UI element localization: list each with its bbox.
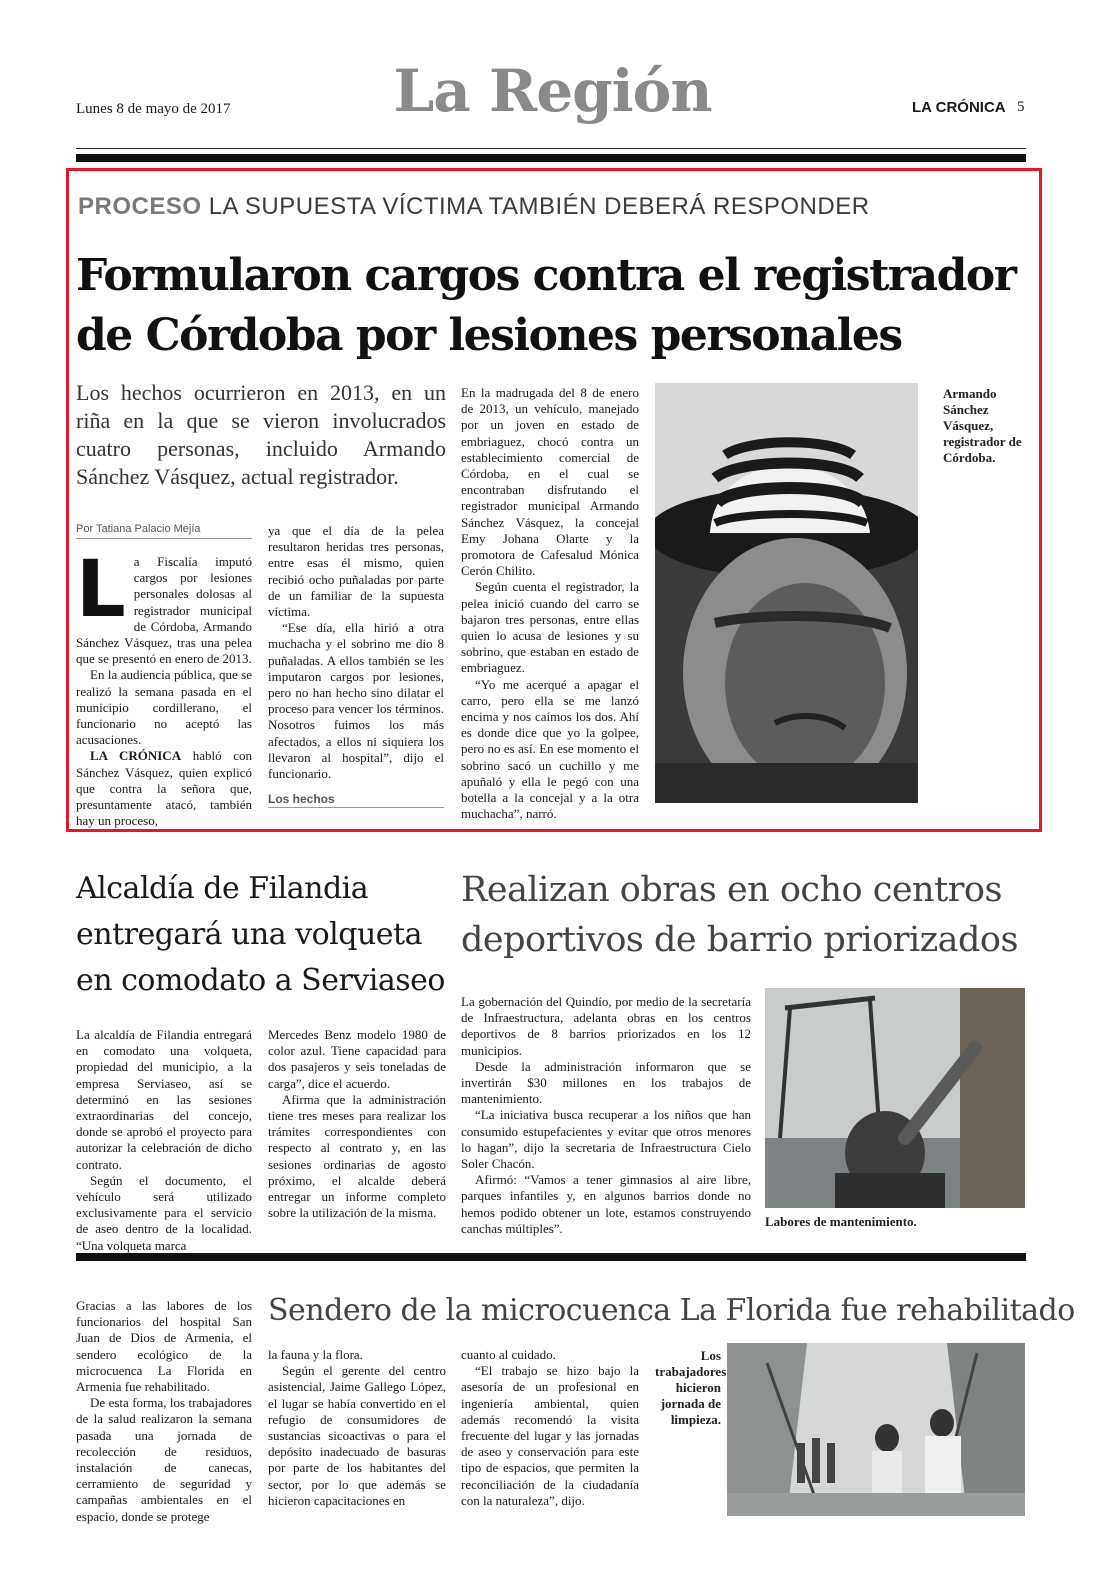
maintenance-photo xyxy=(765,988,1025,1208)
lead-column-1 xyxy=(76,545,252,829)
lead-column-3 xyxy=(461,385,639,822)
lead-paragraph-8: “Yo me acerqué a apagar el carro, pero ella se me lanzó encima y nos caímos los dos. Ahí es donde dice que yo la golpee, pero no es así. En ese momento el sobrino sacó un cuchillo y me apuñaló y ella le pegó con una botella a la concejal y a la otra muchacha”, narró. xyxy=(461,676,639,822)
registrar-photo xyxy=(655,383,918,803)
maintenance-photo-caption: Labores de mantenimiento. xyxy=(765,1214,917,1229)
trail-photo-caption: Los trabajadores hicieron jornada de limpieza. xyxy=(655,1348,727,1427)
lead-paragraph-7: Según cuenta el registrador, la pelea inició cuando del carro se bajaron tres personas, entre ellas quien lo acusa de lesiones y su sobrino, que estaban en estado de embriaguez. xyxy=(461,579,639,676)
story3-headline: Realizan obras en ocho centros deportivos de barrio priorizados xyxy=(461,870,1018,960)
trail-photo xyxy=(727,1343,1025,1516)
story4-paragraph-2: De esta forma, los trabajadores de la salud realizaron la semana pasada una jornada de recolección de residuos, instalación de canecas, cerramiento de seguridad y campañas ambientales en el espacio, donde se protege xyxy=(76,1395,252,1524)
lead-subhead: Los hechos xyxy=(268,792,335,806)
lead-paragraph-3: habló con Sánchez Vásquez, quien explicó que contra la señora que, presuntamente atacó, también hay un proceso, xyxy=(76,748,252,829)
byline-rule xyxy=(76,538,252,539)
story2-column-2 xyxy=(268,1027,446,1221)
header-divider-thin xyxy=(76,148,1026,149)
lead-lede: Los hechos ocurrieron en 2013, en un riña en la que se vieron involucrados cuatro personas, incluido Armando Sánchez Vásquez, actual registrador. xyxy=(76,380,446,489)
lead-headline-line2: de Córdoba por lesiones personales xyxy=(76,310,902,361)
lead-headline-line1: Formularon cargos contra el registrador xyxy=(76,250,1016,301)
story4-column-1 xyxy=(76,1298,252,1525)
story4-paragraph-6: “El trabajo se hizo bajo la asesoría de un profesional en ingeniería ambiental, quien además recomendó la visita frecuente del lugar y las jornadas de aseo y conservación para este tipo de espacios, que permiten la reconciliación de la ciudadanía con la naturaleza”, dijo. xyxy=(461,1363,639,1508)
subhead-rule xyxy=(268,807,444,808)
trail-illustration xyxy=(727,1343,1025,1516)
story3-paragraph-2: Desde la administración informaron que se invertirán $30 millones en los trabajos de mantenimiento. xyxy=(461,1058,751,1107)
lead-paragraph-4: ya que el día de la pelea resultaron heridas tres personas, entre esas él mismo, quien recibió ocho puñaladas por parte de un familiar de la supuesta víctima. xyxy=(268,523,444,620)
lead-kicker xyxy=(78,193,870,221)
byline: Por Tatiana Palacio Mejía xyxy=(76,523,201,535)
newspaper-brand: LA CRÓNICA xyxy=(912,99,1006,116)
header-divider-thick xyxy=(76,154,1026,162)
registrar-illustration xyxy=(655,383,918,803)
lead-paragraph-2: En la audiencia pública, que se realizó la semana pasada en el municipio cordillerano, el funcionario no aceptó las acusaciones. xyxy=(76,667,252,748)
story4-paragraph-3: la fauna y la flora. xyxy=(268,1347,363,1362)
registrar-photo-caption: Armando Sánchez Vásquez, registrador de Córdoba. xyxy=(943,386,1022,465)
drop-cap: L xyxy=(76,545,126,635)
lead-paragraph-1: a Fiscalía imputó cargos por lesiones personales dolosas al registrador municipal de Córdoba, Armando Sánchez Vásquez, tras una pelea que se presentó en enero de 2013. xyxy=(76,554,252,667)
story4-paragraph-1: Gracias a las labores de los funcionarios del hospital San Juan de Dios de Armenia, el sendero ecológico de la microcuenca La Florida en Armenia fue rehabilitado. xyxy=(76,1298,252,1395)
story3-paragraph-3: “La iniciativa busca recuperar a los niños que han consumido estupefacientes y evitar que otros menores lo hagan”, dijo la secretaria de Infraestructura Cielo Soler Chacón. xyxy=(461,1107,751,1172)
story3-paragraph-4: Afirmó: “Vamos a tener gimnasios al aire libre, parques infantiles y, en algunos barrios donde no hemos podido obtener un lote, estamos construyendo canchas múltiples”. xyxy=(461,1172,751,1236)
story2-paragraph-3: Mercedes Benz modelo 1980 de color azul. Tiene capacidad para dos pasajeros y seis toneladas de carga”, dice el acuerdo. xyxy=(268,1027,446,1091)
story2-paragraph-4: Afirma que la administración tiene tres meses para realizar los trámites correspondientes con respecto al contrato y, en las sesiones ordinarias de agosto próximo, el alcalde deberá entregar un informe completo sobre la utilización de la misma. xyxy=(268,1091,446,1221)
maintenance-illustration xyxy=(765,988,1025,1208)
lead-headline xyxy=(76,246,1036,366)
section-title: La Región xyxy=(393,57,712,125)
story2-headline: Alcaldía de Filandia entregará una volqueta en comodato a Serviaseo xyxy=(76,871,445,998)
story4-paragraph-5: cuanto al cuidado. xyxy=(461,1347,556,1362)
kicker-label: PROCESO xyxy=(78,193,202,220)
lead-paragraph-6: En la madrugada del 8 de enero de 2013, un vehículo, manejado por un joven en estado de embriaguez, chocó contra un establecimiento comercial de Córdoba, en el cual se encontraban disfrutando el registrador municipal Armando Sánchez Vásquez, la concejal Emy Johana Olarte y la promotora de Cafesalud Mónica Cerón Chilito. xyxy=(461,385,639,579)
kicker-text: LA SUPUESTA VÍCTIMA TAMBIÉN DEBERÁ RESPONDER xyxy=(208,193,870,220)
story2-column-1 xyxy=(76,1027,252,1254)
story2-paragraph-2: Según el documento, el vehículo será utilizado exclusivamente para el servicio de aseo dentro de la localidad. “Una volqueta marca xyxy=(76,1172,252,1253)
story4-paragraph-4: Según el gerente del centro asistencial, Jaime Gallego López, el lugar se había convertido en el refugio de consumidores de sustancias sicoactivas o para el depósito inadecuado de basuras por parte de los habitantes del sector, por lo que además se hicieron capacitaciones en xyxy=(268,1363,446,1508)
story3-column xyxy=(461,994,751,1237)
story3-paragraph-1: La gobernación del Quindío, por medio de la secretaría de Infraestructura, adelanta obras en los centros deportivos de 8 barrios priorizados en los 12 municipios. xyxy=(461,994,751,1058)
story4-column-3 xyxy=(461,1347,639,1509)
story2-paragraph-1: La alcaldía de Filandia entregará en comodato una volqueta, propiedad del municipio, a la empresa Serviaseo, así se determinó en las sesiones extraordinarias del concejo, donde se aprobó el proyecto para autorizar la celebración de dicho contrato. xyxy=(76,1027,252,1172)
lead-paragraph-3-brand: LA CRÓNICA xyxy=(90,748,182,764)
section-divider xyxy=(76,1253,1026,1261)
issue-date: Lunes 8 de mayo de 2017 xyxy=(76,101,231,117)
story4-headline: Sendero de la microcuenca La Florida fue rehabilitado xyxy=(268,1293,1075,1328)
lead-paragraph-5: “Ese día, ella hirió a otra muchacha y el sobrino me dio 8 puñaladas. A ellos también se les imputaron cargos por lesiones, pero no han hecho sino dilatar el proceso para vencer los términos. Nosotros fuimos los más afectados, a ellos ni siquiera los llevaron al hospital”, dijo el funcionario. xyxy=(268,620,444,782)
lead-column-2 xyxy=(268,523,444,782)
story4-column-2 xyxy=(268,1347,446,1509)
page-number: 5 xyxy=(1017,99,1025,115)
